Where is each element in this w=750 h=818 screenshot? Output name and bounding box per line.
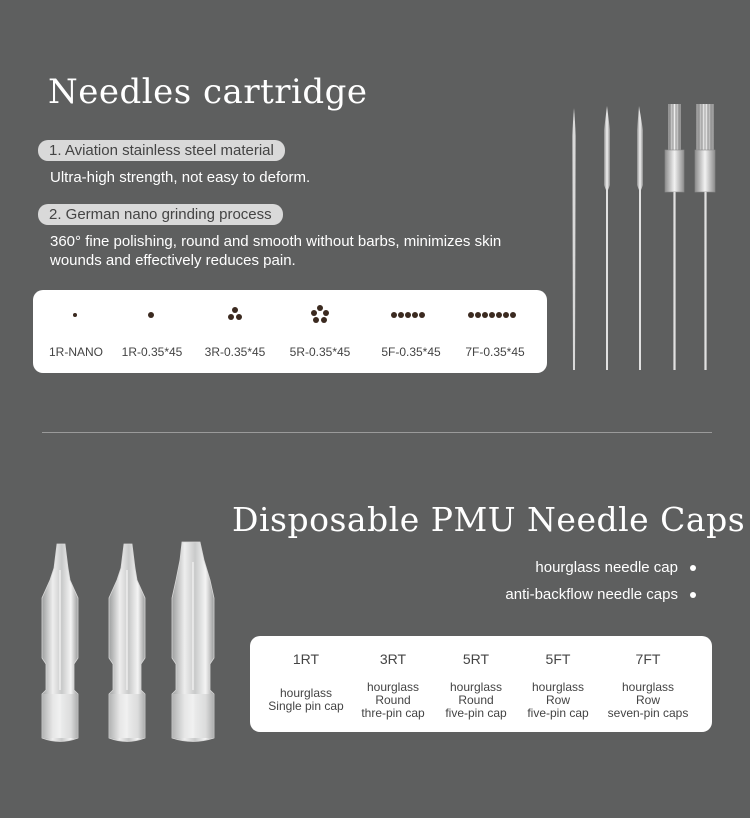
pin-dot-icon (419, 312, 425, 318)
cap-desc-line: hourglass (621, 680, 675, 694)
pin-dot-icon (232, 307, 238, 313)
needle-illustration (560, 100, 720, 375)
cap-code: 3RT (379, 651, 407, 667)
needle-1R-nano-icon (572, 108, 576, 370)
section-title-needles: Needles cartridge (48, 72, 368, 112)
needle-caps-card (250, 636, 712, 732)
config-label: 1R-0.35*45 (121, 345, 183, 359)
cap-desc-line: hourglass (449, 680, 503, 694)
cap-code: 1RT (292, 651, 320, 667)
config-label: 5R-0.35*45 (289, 345, 351, 359)
config-label: 7F-0.35*45 (465, 345, 525, 359)
bullet-dot-icon (690, 565, 696, 571)
cap-desc-line: seven-pin caps (607, 706, 689, 720)
cap-desc-line: hourglass (279, 686, 333, 700)
cap-desc-line: Single pin cap (268, 699, 344, 713)
cap-desc-line: hourglass (366, 680, 420, 694)
feature-2-description-line1: 360° fine polishing, round and smooth without barbs, minimizes skin (50, 233, 502, 250)
pin-dot-icon (148, 312, 154, 318)
cap-code: 5RT (462, 651, 490, 667)
bullet-hourglass (535, 559, 696, 576)
pin-dot-icon (391, 312, 397, 318)
cap-description (599, 681, 697, 720)
cap-desc-line: five-pin cap (445, 706, 507, 720)
feature-1-description: Ultra-high strength, not easy to deform. (50, 169, 311, 186)
cap-desc-line: hourglass (531, 680, 585, 694)
pin-dot-icon (317, 305, 323, 311)
pin-dot-icon (398, 312, 404, 318)
pin-dot-icon (412, 312, 418, 318)
section-title-needle-caps: Disposable PMU Needle Caps (232, 500, 746, 539)
needle-5R-icon (665, 104, 684, 370)
pin-dot-icon (236, 314, 242, 320)
pin-dot-icon (482, 312, 488, 318)
cap-desc-line: thre-pin cap (361, 706, 425, 720)
pin-dot-icon (323, 310, 329, 316)
pin-dot-icon (489, 312, 495, 318)
feature-2-label: 2. German nano grinding process (38, 204, 283, 225)
cap-desc-line: Round (375, 693, 411, 707)
needle-3R-icon (637, 106, 643, 370)
pin-dot-icon (503, 312, 509, 318)
feature-1-label: 1. Aviation stainless steel material (38, 140, 285, 161)
bullet-text: anti-backflow needle caps (505, 586, 678, 603)
cap-code: 7FT (635, 651, 661, 667)
bullet-dot-icon (690, 592, 696, 598)
section-divider (42, 432, 712, 433)
cap-desc-line: five-pin cap (527, 706, 589, 720)
needle-configuration-card (33, 290, 547, 373)
needle-caps-illustration (30, 540, 230, 750)
cap-description (433, 681, 519, 720)
cap-hourglass-round-icon (109, 544, 145, 742)
bullet-text: hourglass needle cap (535, 559, 678, 576)
pin-dot-icon (475, 312, 481, 318)
config-label: 3R-0.35*45 (204, 345, 266, 359)
pin-dot-icon (321, 317, 327, 323)
cap-desc-line: Round (458, 693, 494, 707)
needle-1R-icon (604, 106, 610, 370)
config-label: 5F-0.35*45 (381, 345, 441, 359)
pin-dot-icon (73, 313, 77, 317)
cap-description (350, 681, 436, 720)
pin-dot-icon (468, 312, 474, 318)
pin-dot-icon (228, 314, 234, 320)
cap-description (515, 681, 601, 720)
pin-dot-icon (405, 312, 411, 318)
pin-dot-icon (313, 317, 319, 323)
pin-dot-icon (496, 312, 502, 318)
cap-desc-line: Row (635, 693, 660, 707)
bullet-anti-backflow (505, 586, 696, 603)
cap-hourglass-single-icon (42, 544, 78, 742)
needle-7F-icon (695, 104, 715, 370)
pin-dot-icon (311, 310, 317, 316)
feature-2-description-line2: wounds and effectively reduces pain. (50, 252, 296, 269)
cap-anti-backflow-icon (172, 542, 214, 742)
cap-description (258, 687, 354, 713)
cap-code: 5FT (545, 651, 571, 667)
config-label: 1R-NANO (48, 345, 103, 359)
pin-dot-icon (510, 312, 516, 318)
cap-desc-line: Row (545, 693, 570, 707)
